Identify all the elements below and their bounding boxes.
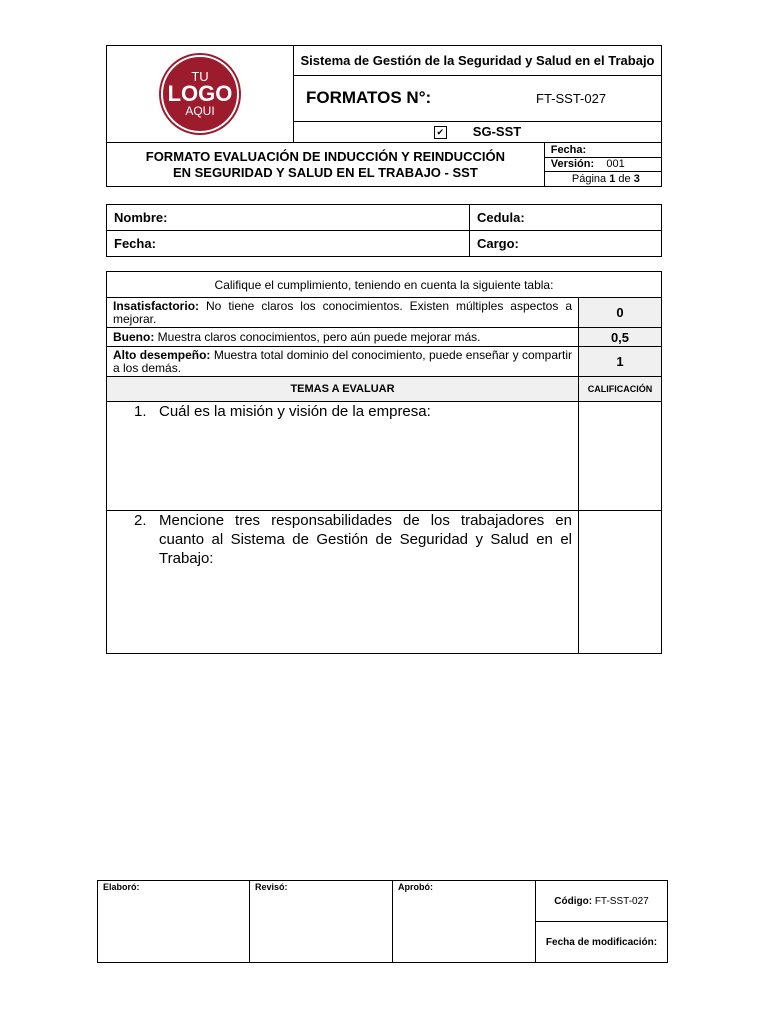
question-number: 2. (134, 512, 147, 529)
criterion-label: Insatisfactorio: (113, 298, 200, 313)
topics-header: TEMAS A EVALUAR (107, 377, 579, 402)
elaboro-cell[interactable]: Elaboró: (98, 881, 250, 963)
header-table (106, 45, 662, 187)
codigo-cell (536, 881, 668, 922)
score-header: CALIFICACIÓN (579, 377, 662, 402)
page-total: 3 (633, 173, 640, 186)
check-icon[interactable]: ✔ (434, 126, 447, 139)
question-2[interactable] (107, 511, 579, 654)
cedula-field[interactable]: Cedula: (470, 205, 662, 231)
sgsst-row (294, 121, 662, 142)
fecha-field[interactable]: Fecha: (107, 231, 470, 257)
criterion-alto-desempeno (107, 347, 579, 377)
sgsst-label: SG-SST (472, 124, 522, 140)
question-1-score[interactable] (579, 402, 662, 511)
formatos-label: FORMATOS N°: (306, 88, 432, 108)
criterion-description: No tiene claros los conocimientos. Existen múltiples aspectos a mejorar. (113, 298, 572, 326)
fecha-modificacion-cell: Fecha de modificación: (536, 922, 668, 963)
criterion-description: Muestra claros conocimientos, pero aún puede mejorar más. (154, 329, 481, 344)
criterion-score: 0,5 (579, 328, 662, 347)
evaluation-intro: Califique el cumplimiento, teniendo en cuenta la siguiente tabla: (107, 272, 662, 298)
formatos-row (294, 75, 662, 121)
version-value: 001 (606, 158, 625, 171)
page-current: 1 (609, 173, 616, 186)
footer-table (97, 880, 668, 963)
question-2-score[interactable] (579, 511, 662, 654)
criterion-label: Bueno: (113, 329, 155, 344)
question-1[interactable] (107, 402, 579, 511)
criterion-description: Muestra total dominio del conocimiento, puede enseñar y compartir a los demás. (113, 347, 572, 375)
fecha-meta-label: Fecha: (550, 143, 587, 156)
version-meta (544, 157, 661, 172)
criterion-bueno (107, 328, 579, 347)
question-text: Cuál es la misión y visión de la empresa: (159, 403, 431, 420)
codigo-value: FT-SST-027 (594, 895, 649, 907)
version-label: Versión: (550, 158, 595, 171)
nombre-field[interactable]: Nombre: (107, 205, 470, 231)
form-title-line-1: FORMATO EVALUACIÓN DE INDUCCIÓN Y REINDUCCIÓN (145, 148, 505, 164)
page-of: de (618, 173, 631, 186)
logo-line-2: LOGO (167, 81, 233, 106)
codigo-label: Código: (554, 895, 593, 907)
company-logo (161, 55, 239, 133)
person-table (106, 204, 662, 257)
criterion-label: Alto desempeño: (113, 347, 211, 362)
reviso-cell[interactable]: Revisó: (250, 881, 393, 963)
criterion-insatisfactorio (107, 298, 579, 328)
logo-line-1: TU (191, 69, 209, 84)
question-number: 1. (134, 403, 147, 420)
aprobo-cell[interactable]: Aprobó: (393, 881, 536, 963)
fecha-meta (544, 143, 661, 158)
cargo-field[interactable]: Cargo: (470, 231, 662, 257)
system-title: Sistema de Gestión de la Seguridad y Salud en el Trabajo (294, 46, 662, 76)
logo-cell (107, 46, 294, 143)
evaluation-table (106, 271, 662, 654)
page-prefix: Página (571, 173, 607, 186)
form-title-line-2: EN SEGURIDAD Y SALUD EN EL TRABAJO - SST (172, 164, 478, 180)
criterion-score: 1 (579, 347, 662, 377)
logo-line-3: AQUI (185, 104, 215, 118)
form-title (107, 143, 545, 187)
page-indicator (544, 172, 661, 187)
question-text: Mencione tres responsabilidades de los trabajadores en cuanto al Sistema de Gestión de Seguridad y Salud en el Trabajo: (159, 512, 572, 567)
criterion-score: 0 (579, 298, 662, 328)
format-code: FT-SST-027 (536, 91, 607, 107)
